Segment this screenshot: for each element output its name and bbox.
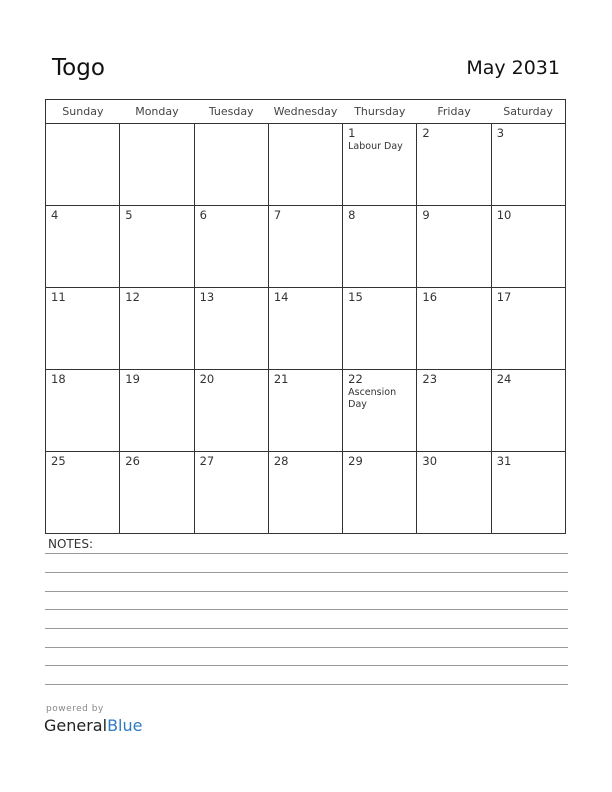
weekday-saturday: Saturday: [491, 100, 565, 124]
note-line: [45, 553, 568, 554]
note-line: [45, 609, 568, 610]
day-number: 2: [422, 126, 430, 140]
weekday-thursday: Thursday: [343, 100, 417, 124]
calendar-day-cell: [120, 124, 194, 206]
day-number: 22: [348, 372, 363, 386]
calendar-day-cell: [46, 288, 120, 370]
brand-blue: Blue: [107, 716, 143, 735]
calendar-day-cell: [46, 370, 120, 452]
day-number: 13: [199, 290, 215, 304]
calendar-week-row: [46, 124, 566, 206]
day-number: 11: [51, 290, 66, 304]
weekday-wednesday: Wednesday: [268, 100, 342, 124]
weekday-monday: Monday: [120, 100, 194, 124]
calendar-day-cell: [194, 452, 268, 534]
day-number: 14: [273, 290, 289, 304]
weekday-tuesday: Tuesday: [194, 100, 268, 124]
calendar-day-cell: [417, 206, 491, 288]
day-number: 31: [496, 454, 512, 468]
weekday-friday: Friday: [417, 100, 491, 124]
note-line: [45, 628, 568, 629]
note-line: [45, 572, 568, 573]
weekday-sunday: Sunday: [46, 100, 120, 124]
day-number: 18: [51, 372, 66, 386]
holiday-label: Ascension Day: [348, 387, 397, 410]
day-number: 26: [125, 454, 140, 468]
calendar-grid: [45, 99, 566, 534]
day-number: 15: [348, 290, 363, 304]
generalblue-logo[interactable]: [44, 716, 142, 735]
day-number: 5: [125, 208, 133, 222]
calendar-week-row: [46, 452, 566, 534]
calendar-day-cell: [194, 370, 268, 452]
notes-label: NOTES:: [48, 537, 93, 551]
note-line: [45, 591, 568, 592]
calendar-day-cell: [120, 452, 194, 534]
day-number: 28: [273, 454, 289, 468]
day-number: 30: [422, 454, 438, 468]
note-line: [45, 647, 568, 648]
calendar-day-cell: [268, 206, 342, 288]
calendar-day-cell: [194, 124, 268, 206]
calendar-week-row: [46, 206, 566, 288]
calendar-day-cell: [343, 370, 417, 452]
calendar-day-cell: [417, 452, 491, 534]
calendar-week-row: [46, 370, 566, 452]
day-number: 19: [125, 372, 140, 386]
calendar-day-cell: [343, 124, 417, 206]
calendar-day-cell: [120, 288, 194, 370]
calendar-week-row: [46, 288, 566, 370]
calendar-day-cell: [194, 288, 268, 370]
calendar-day-cell: [343, 452, 417, 534]
calendar-day-cell: [46, 452, 120, 534]
calendar-day-cell: [120, 370, 194, 452]
month-year-title: May 2031: [466, 57, 560, 79]
day-number: 12: [125, 290, 140, 304]
calendar-day-cell: [268, 452, 342, 534]
day-number: 8: [348, 208, 356, 222]
day-number: 29: [348, 454, 363, 468]
day-number: 23: [422, 372, 438, 386]
holiday-label: Labour Day: [348, 141, 403, 152]
calendar-day-cell: [120, 206, 194, 288]
day-number: 21: [273, 372, 289, 386]
day-number: 3: [496, 126, 505, 140]
day-number: 16: [422, 290, 438, 304]
note-line: [45, 684, 568, 685]
calendar-day-cell: [417, 124, 491, 206]
day-number: 1: [348, 126, 356, 140]
day-number: 27: [199, 454, 215, 468]
day-number: 17: [496, 290, 512, 304]
calendar-day-cell: [268, 370, 342, 452]
calendar-day-cell: [46, 124, 120, 206]
day-number: 4: [51, 208, 59, 222]
day-number: 9: [422, 208, 430, 222]
day-number: 7: [273, 208, 282, 222]
calendar-day-cell: [491, 370, 565, 452]
calendar-day-cell: [194, 206, 268, 288]
calendar-day-cell: [491, 124, 565, 206]
day-number: 20: [199, 372, 215, 386]
calendar-day-cell: [417, 370, 491, 452]
calendar-day-cell: [268, 124, 342, 206]
calendar-day-cell: [417, 288, 491, 370]
calendar-day-cell: [491, 452, 565, 534]
day-number: 10: [496, 208, 512, 222]
calendar-day-cell: [491, 206, 565, 288]
calendar-day-cell: [268, 288, 342, 370]
day-number: 25: [51, 454, 66, 468]
country-title: Togo: [52, 55, 105, 81]
powered-by-text: powered by: [46, 704, 104, 714]
weekday-header-row: [46, 100, 566, 124]
note-line: [45, 665, 568, 666]
day-number: 24: [496, 372, 512, 386]
calendar-day-cell: [491, 288, 565, 370]
calendar-day-cell: [343, 206, 417, 288]
calendar-day-cell: [46, 206, 120, 288]
brand-general: General: [44, 716, 108, 735]
calendar-day-cell: [343, 288, 417, 370]
day-number: 6: [199, 208, 207, 222]
